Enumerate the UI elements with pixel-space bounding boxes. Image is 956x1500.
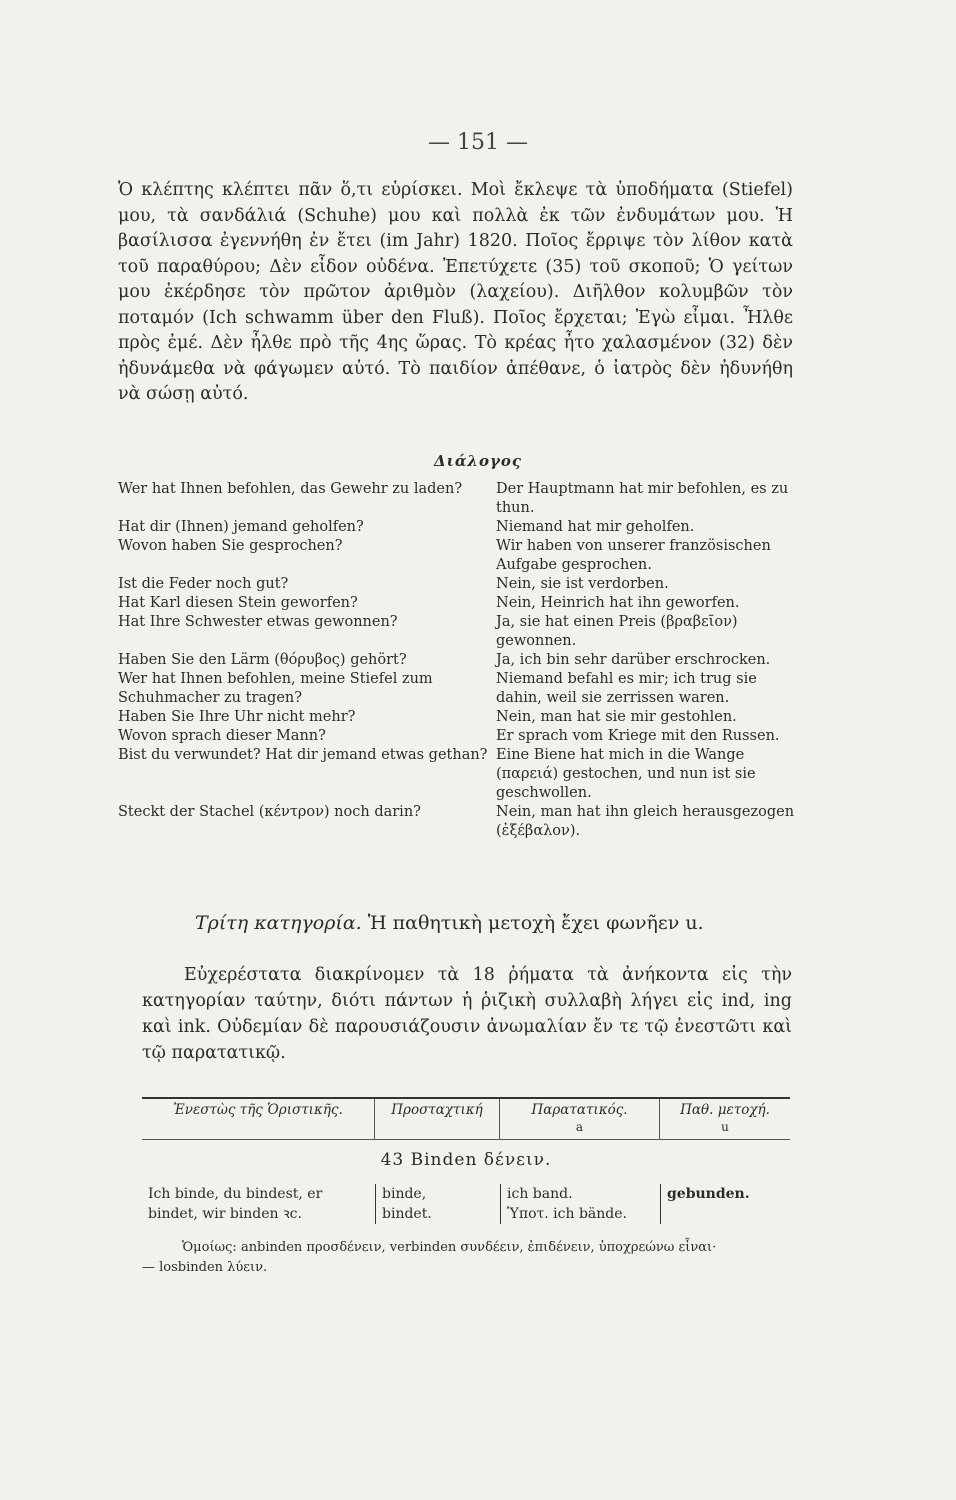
dialog-question: Wovon sprach dieser Mann?: [118, 728, 326, 744]
verb-heading: 43 Binden δένειν.: [380, 1150, 552, 1170]
dialog-question: Hat dir (Ihnen) jemand geholfen?: [118, 519, 364, 535]
header-imperative: Προσταχτική: [375, 1099, 500, 1139]
dialog-answer: Der Hauptmann hat mir befohlen, es zu thun.: [496, 481, 789, 516]
dialog-question: Bist du verwundet? Hat dir jemand etwas gethan?: [118, 747, 488, 763]
dialog-question: Wer hat Ihnen befohlen, meine Stiefel zum Schuhmacher zu tragen?: [118, 671, 433, 706]
dialog-question: Wer hat Ihnen befohlen, das Gewehr zu laden?: [118, 481, 463, 497]
dialog-answer: Er sprach vom Kriege mit den Russen.: [496, 728, 780, 744]
header-imperfect: [500, 1099, 660, 1139]
header-participle-label: Παθ. μετοχή.: [680, 1102, 770, 1118]
header-imperfect-vowel: a: [575, 1120, 584, 1134]
dialog-answer: Ja, ich bin sehr darüber erschrocken.: [496, 652, 771, 668]
participle-form: gebunden.: [660, 1184, 790, 1224]
imperative-singular: binde,: [382, 1186, 427, 1202]
category-heading: [195, 912, 704, 934]
dialog-question: Haben Sie Ihre Uhr nicht mehr?: [118, 709, 356, 725]
dialog-answer: Nein, man hat ihn gleich herausgezogen (ἐξέβαλον).: [496, 804, 795, 839]
table-notes: [142, 1238, 790, 1278]
page-number: — 151 —: [428, 130, 528, 155]
table-header: [142, 1097, 790, 1140]
dialog-title: Διάλογος: [433, 452, 522, 470]
header-imperfect-label: Παρατατικός.: [531, 1102, 628, 1118]
dialog-answer: Nein, sie ist verdorben.: [496, 576, 669, 592]
dialog-question: Steckt der Stachel (κέντρον) noch darin?: [118, 804, 421, 820]
header-participle: [660, 1099, 790, 1139]
dialog-answer: Niemand befahl es mir; ich trug sie dahin, weil sie zerrissen waren.: [496, 671, 757, 706]
category-label: Τρίτη κατηγορία.: [195, 912, 362, 934]
dialog-answer: Nein, man hat sie mir gestohlen.: [496, 709, 737, 725]
dialog-question: Haben Sie den Lärm (θόρυβος) gehört?: [118, 652, 407, 668]
category-paragraph: Εὐχερέστατα διακρίνομεν τὰ 18 ῥήματα τὰ ἀνήκοντα εἰς τὴν κατηγορίαν ταύτην, διότι πάντων ἡ ῥιζικὴ συλλαβὴ λήγει εἰς ind, ing καὶ ink. Οὐδεμίαν δὲ παρουσιάζουσιν ἀνωμαλίαν ἔν τε τῷ ἐνεστῶτι καὶ τῷ παρατατικῷ.: [142, 965, 792, 1063]
header-participle-vowel: u: [721, 1120, 729, 1134]
present-forms: Ich binde, du bindest, er bindet, wir binden ꝛc.: [148, 1186, 323, 1222]
category-text: Ἡ παθητικὴ μετοχὴ ἔχει φωνῆεν u.: [367, 912, 704, 934]
dialog-question: Wovon haben Sie gesprochen?: [118, 538, 343, 554]
imperfect-subjunctive: Ὑποτ. ich bände.: [507, 1206, 627, 1222]
dialog-answer: Wir haben von unserer französischen Aufgabe gesprochen.: [496, 538, 771, 573]
dialog-answer: Eine Biene hat mich in die Wange (παρειά) gestochen, und nun ist sie geschwollen.: [496, 747, 756, 801]
dialog-question: Hat Ihre Schwester etwas gewonnen?: [118, 614, 398, 630]
dialog-answer: Niemand hat mir geholfen.: [496, 519, 695, 535]
imperative-plural: bindet.: [382, 1206, 432, 1222]
table-row: [142, 1184, 790, 1224]
conjugation-table: [142, 1097, 790, 1278]
imperfect-indicative: ich band.: [507, 1186, 573, 1202]
imperfect-forms: [500, 1184, 660, 1224]
imperative-forms: [375, 1184, 500, 1224]
dialog-question: Ist die Feder noch gut?: [118, 576, 289, 592]
note-line: — losbinden λύειν.: [142, 1260, 268, 1275]
dialog-answer: Nein, Heinrich hat ihn geworfen.: [496, 595, 740, 611]
dialog-table: [118, 480, 798, 841]
note-line: Ὁμοίως: anbinden προσδένειν, verbinden συνδέειν, ἐπιδένειν, ὑποχρεώνω εἶναι·: [182, 1240, 717, 1255]
dialog-answer: Ja, sie hat einen Preis (βραβεῖον) gewonnen.: [496, 614, 738, 649]
header-present: Ἐνεστὼς τῆς Ὁριστικῆς.: [142, 1099, 375, 1139]
intro-paragraph: Ὁ κλέπτης κλέπτει πᾶν ὅ,τι εὑρίσκει. Μοὶ ἔκλεψε τὰ ὑποδήματα (Stiefel) μου, τὰ σανδάλιά (Schuhe) μου καὶ πολλὰ ἐκ τῶν ἐνδυμάτων μου. Ἡ βασίλισσα ἐγεννήθη ἐν ἔτει (im Jahr) 1820. Ποῖος ἔρριψε τὸν λίθον κατὰ τοῦ παραθύρου; Δὲν εἶδον οὐδένα. Ἐπετύχετε (35) τοῦ σκοποῦ; Ὁ γείτων μου ἐκέρδησε τὸν πρῶτον ἀριθμὸν (λαχείου). Διῆλθον κολυμβῶν τὸν ποταμόν (Ich schwamm über den Fluß). Ποῖος ἔρχεται; Ἐγὼ εἶμαι. Ἦλθε πρὸς ἐμέ. Δὲν ἦλθε πρὸ τῆς 4ης ὥρας. Τὸ κρέας ἦτο χαλασμένον (32) δὲν ἠδυνάμεθα νὰ φάγωμεν αὐτό. Τὸ παιδίον ἀπέθανε, ὁ ἰατρὸς δὲν ἠδυνήθη νὰ σώσῃ αὐτό.: [118, 180, 793, 404]
dialog-question: Hat Karl diesen Stein geworfen?: [118, 595, 358, 611]
